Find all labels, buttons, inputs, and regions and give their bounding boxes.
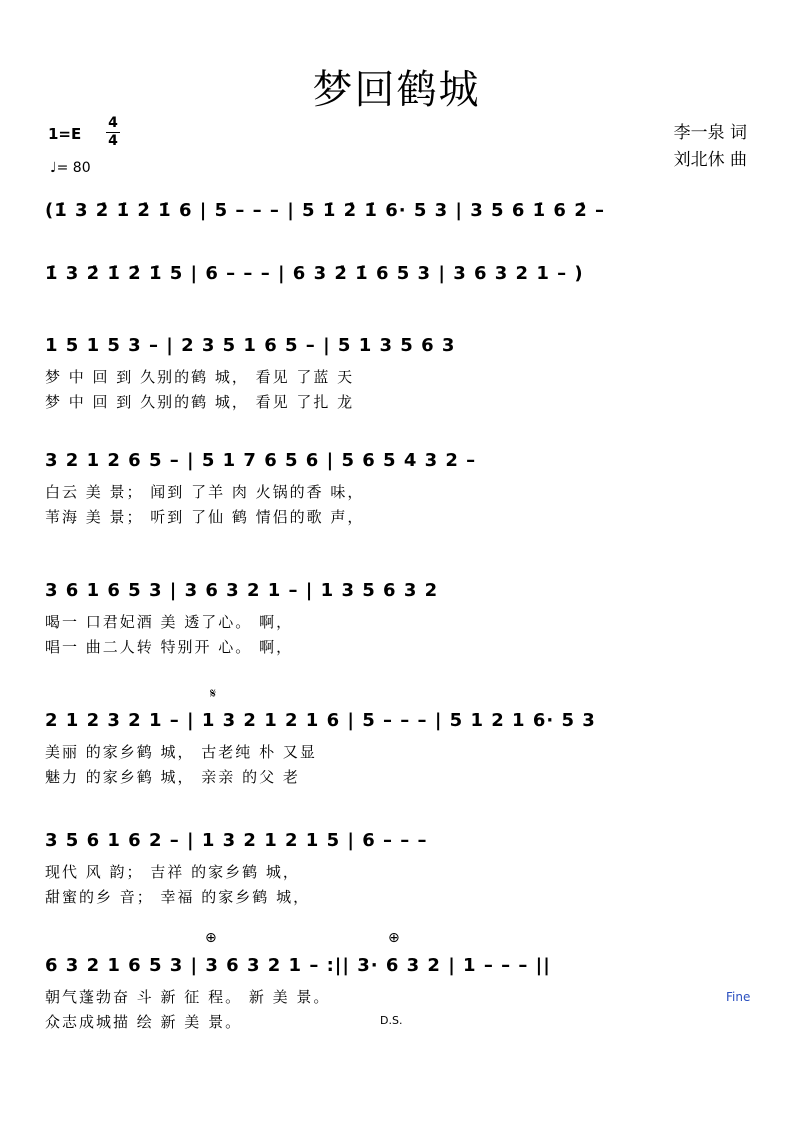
notation-row: 6 3 2 1 6 5 3 | 3 6 3 2 1 – :|| 3· 6 3 2 | 1 – – – || [45,955,551,976]
lyric-line-1: 喝一 口君妃酒 美 透了心。 啊， [45,613,294,631]
notation-row: 3 2 1 2 6 5 – | 5 1 7 6 5 6 | 5 6 5 4 3 2 – [45,450,477,471]
time-sig-top: 4 [108,115,118,131]
lyric-line-2: 唱一 曲二人转 特别开 心。 啊， [45,638,294,656]
lyric-line-2: 众志成城描 绘 新 美 景。 [45,1013,243,1031]
song-title: 梦回鹤城 [312,67,481,113]
ds-mark: D.S. [380,1014,403,1027]
notation-row: 3 6 1 6 5 3 | 3 6 3 2 1 – | 1 3 5 6 3 2 [45,580,439,601]
coda-mark-1: ⊕ [205,930,217,946]
coda-mark-2: ⊕ [388,930,400,946]
lyric-line-1: 白云 美 景； 闻到 了羊 肉 火锅的香 味， [45,483,365,501]
notation-row: 3 5 6 1 6 2 – | 1 3 2 1 2 1 5 | 6 – – – [45,830,428,851]
lyric-line-1: 现代 风 韵； 吉祥 的家乡鹤 城， [45,863,300,881]
time-signature [106,116,120,149]
notation-row: (1̇ 3 2̇ 1̇ 2̇ 1̇ 6 | 5 – – – | 5 1̇ 2̇ 1̇ 6· 5 3 | 3 5 6 1̇ 6 2̇ – [45,200,605,221]
key-signature: 1=E [48,125,82,143]
tempo-marking: ♩= 80 [50,160,91,176]
segno-mark: 𝄋 [210,686,217,702]
notation-row: 1 5 1 5 3 – | 2 3 5 1 6 5 – | 5 1 3 5 6 3 [45,335,456,356]
lyric-line-2: 甜蜜的乡 音； 幸福 的家乡鹤 城， [45,888,311,906]
lyric-line-2: 梦 中 回 到 久别的鹤 城， 看见 了扎 龙 [45,393,355,411]
fine-mark: Fine [726,990,751,1004]
composer-credit: 刘北休 曲 [673,150,747,170]
notation-row: 2 1 2 3 2 1 – | 1 3 2 1 2 1 6 | 5 – – – | 5 1 2 1 6· 5 3 [45,710,596,731]
lyric-line-2: 苇海 美 景； 听到 了仙 鹤 情侣的歌 声， [45,508,365,526]
lyric-line-1: 梦 中 回 到 久别的鹤 城， 看见 了蓝 天 [45,368,355,386]
lyric-line-1: 美丽 的家乡鹤 城， 古老纯 朴 又显 [45,743,317,761]
notation-row: 1̇ 3 2̇ 1̇ 2̇ 1̇ 5 | 6 – – – | 6 3 2̇ 1̇ 6 5 3 | 3 6 3 2 1 – ) [45,263,584,284]
lyric-line-2: 魅力 的家乡鹤 城， 亲亲 的父 老 [45,768,300,786]
time-sig-bottom: 4 [108,133,118,149]
lyric-line-1: 朝气蓬勃奋 斗 新 征 程。 新 美 景。 [45,988,331,1006]
lyricist-credit: 李一泉 词 [673,123,747,143]
